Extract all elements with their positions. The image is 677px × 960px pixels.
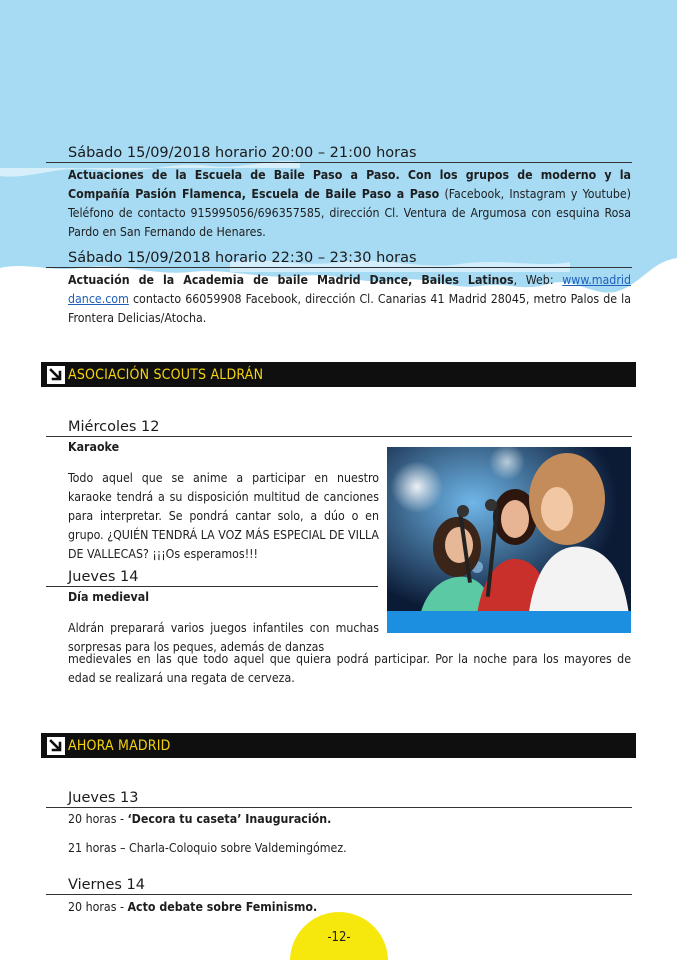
event-description-2 xyxy=(68,271,631,328)
event-web-label: , Web: xyxy=(513,273,563,287)
page-number-badge xyxy=(290,912,388,960)
event-description-1 xyxy=(68,166,631,242)
karaoke-photo xyxy=(387,447,631,633)
page-number: -12- xyxy=(327,930,351,945)
event-date-2: Sábado 15/09/2018 horario 22:30 – 23:30 horas xyxy=(46,250,632,268)
section-header-scouts xyxy=(41,362,636,387)
ahora-day-2: Viernes 14 xyxy=(46,877,632,895)
event-title-1: Actuaciones de la Escuela de Baile Paso a Paso. Con los grupos de moderno y la Compañía Pasión Flamenca, Escuela de Baile Paso a Paso xyxy=(68,168,631,201)
ahora-item-3-time: 20 horas - xyxy=(68,900,128,914)
event-title-2: Actuación de la Academia de baile Madrid Dance, Bailes Latinos xyxy=(68,273,514,287)
section-header-ahora-madrid xyxy=(41,733,636,758)
event-details-2: contacto 66059908 Facebook, dirección Cl. Canarias 41 Madrid 28045, metro Palos de la Frontera Delicias/Atocha. xyxy=(68,292,631,325)
scouts-activity-text-2b: medievales en las que todo aquel que quiera podrá participar. Por la noche para los mayores de edad se realizará una regata de cerveza. xyxy=(68,652,631,685)
ahora-item-1-title: ‘Decora tu caseta’ Inauguración. xyxy=(127,812,332,826)
ahora-item-1 xyxy=(68,810,631,829)
arrow-down-right-icon xyxy=(47,737,65,755)
event-details-1: (Facebook, Instagram y Youtube) Teléfono de contacto 915995056/696357585, dirección Cl. Ventura de Argumosa con esquina Rosa Pardo en San Fernando de Henares. xyxy=(68,187,631,239)
scouts-day-1: Miércoles 12 xyxy=(46,419,632,437)
arrow-down-right-icon xyxy=(47,366,65,384)
scouts-activity-title-2: Día medieval xyxy=(68,590,149,604)
scouts-activity-text-1: Todo aquel que se anime a participar en nuestro karaoke tendrá a su disposición multitud de canciones para interpretar. Se pondrá cantar solo, a dúo o en grupo. ¿QUIÉN TENDRÁ LA VOZ MÁS ESPECIAL DE VILLA DE VALLECAS? ¡¡¡Os esperamos!!! xyxy=(68,471,379,561)
event-web-link[interactable]: www.madrid dance.com xyxy=(68,273,631,306)
ahora-day-1: Jueves 13 xyxy=(46,790,632,808)
ahora-item-2: 21 horas – Charla-Coloquio sobre Valdemingómez. xyxy=(68,841,347,855)
section-title-scouts: ASOCIACIÓN SCOUTS ALDRÁN xyxy=(68,366,264,383)
scouts-activity-text-2a: Aldrán preparará varios juegos infantiles con muchas sorpresas para los peques, además de danzas xyxy=(68,621,379,654)
scouts-activity-title-1: Karaoke xyxy=(68,440,120,454)
scouts-day-2: Jueves 14 xyxy=(46,569,378,587)
ahora-item-1-time: 20 horas - xyxy=(68,812,128,826)
event-date-1: Sábado 15/09/2018 horario 20:00 – 21:00 horas xyxy=(46,145,632,163)
ahora-item-3-title: Acto debate sobre Feminismo. xyxy=(127,900,318,914)
section-title-ahora-madrid: AHORA MADRID xyxy=(68,737,171,754)
